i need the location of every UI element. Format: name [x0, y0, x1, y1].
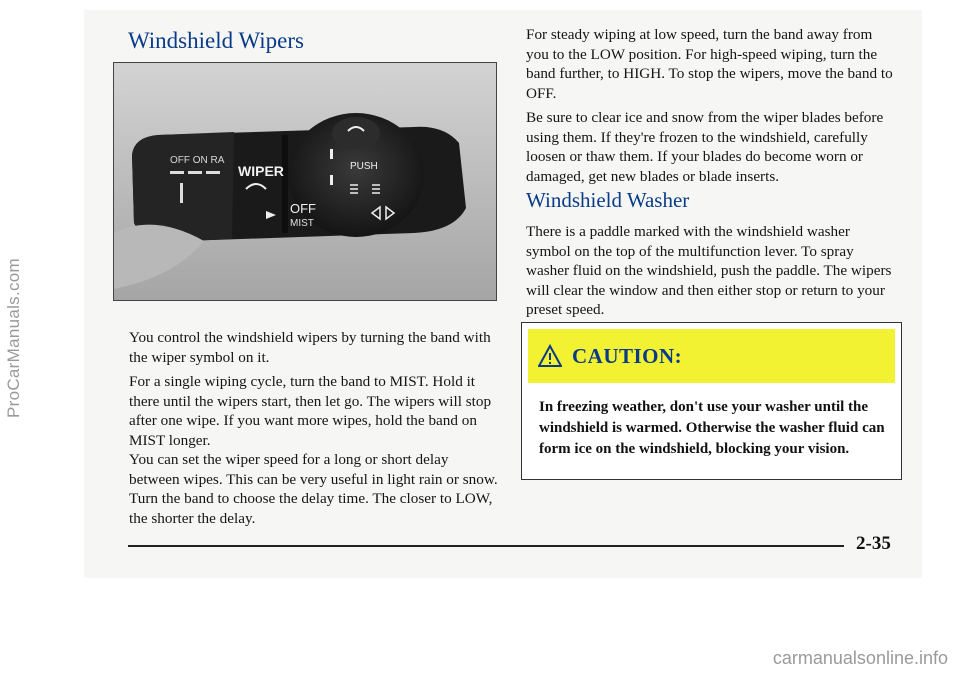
washer-paragraph: There is a paddle marked with the windshield washer symbol on the top of the multifunction lever. To spray washer fluid on the windshield, push the paddle. The wipers will clear the window and then either stop or return to your preset speed. [526, 223, 892, 318]
footer-rule [128, 545, 844, 547]
wipers-paragraph-2: For a single wiping cycle, turn the band to MIST. Hold it there until the wipers start, then let go. The wipers will stop after one wipe. If you want more wipes, hold the band on MIST longer. [129, 373, 492, 449]
wiper-lever-photo [113, 62, 497, 301]
label-off: OFF [290, 201, 316, 216]
side-watermark [0, 0, 28, 675]
label-off-on-ra: OFF ON RA [170, 155, 225, 166]
label-wiper: WIPER [238, 163, 284, 179]
page-number: 2-35 [856, 533, 891, 554]
caution-title: CAUTION: [572, 343, 683, 368]
bottom-watermark: carmanualsonline.info [772, 648, 948, 668]
caution-box [521, 322, 902, 480]
lever-illustration [114, 63, 496, 300]
wipers-paragraph-5: Be sure to clear ice and snow from the wiper blades before using them. If they're frozen to the windshield, carefully loosen or thaw them. If your blades do become worn or damaged, get new blades or blade inserts. [526, 109, 884, 185]
caution-body: In freezing weather, don't use your washer until the windshield is warmed. Otherwise the washer fluid can form ice on the windshield, blocking your vision. [539, 399, 885, 457]
label-push: PUSH [350, 161, 378, 172]
wipers-paragraph-4: For steady wiping at low speed, turn the band away from you to the LOW position. For high-speed wiping, turn the band further, to HIGH. To stop the wipers, move the band to OFF. [526, 26, 893, 102]
section-title-wipers: Windshield Wipers [128, 28, 304, 53]
label-mist: MIST [290, 218, 314, 229]
warning-triangle-icon [538, 344, 562, 368]
wipers-paragraph-1: You control the windshield wipers by turning the band with the wiper symbol on it. [129, 329, 491, 366]
caution-header [528, 329, 895, 383]
section-title-washer: Windshield Washer [526, 188, 690, 212]
wipers-paragraph-3: You can set the wiper speed for a long or short delay between wipes. This can be very useful in light rain or snow. Turn the band to choose the delay time. The closer to LOW, the shorter the delay. [129, 451, 498, 527]
side-watermark-text: ProCarManuals.com [4, 257, 24, 418]
